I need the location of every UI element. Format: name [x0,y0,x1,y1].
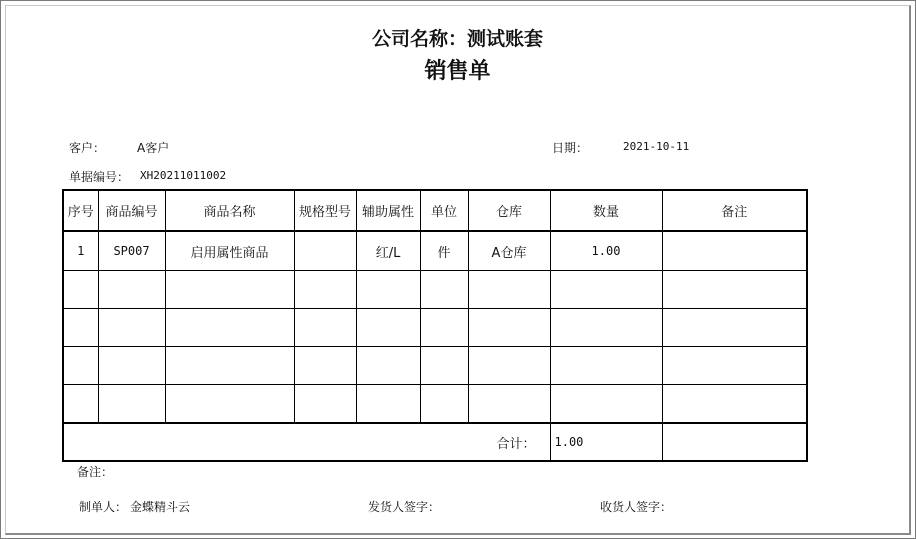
remark-label: 备注： [77,465,114,479]
table-cell [662,347,807,385]
total-value: 1.00 [550,423,662,461]
document-number-value: XH20211011002 [140,169,227,182]
table-cell [294,309,356,347]
table-cell [63,347,98,385]
table-row-empty [63,385,807,424]
table-cell [662,423,807,461]
table-cell [98,271,165,309]
date-value: 2021-10-11 [623,140,690,153]
date-label: 日期： [552,141,589,155]
table-cell [294,231,356,271]
table-header-row [63,190,807,231]
table-cell [63,271,98,309]
table-cell [356,385,420,424]
table-cell: 1.00 [550,231,662,271]
items-table [62,189,808,462]
column-header: 商品名称 [165,190,294,231]
shipper-signature-label: 发货人签字： [368,500,441,514]
table-cell [356,309,420,347]
receiver-signature-label: 收货人签字： [600,500,673,514]
table-cell [468,385,550,424]
column-header: 数量 [550,190,662,231]
table-cell [468,309,550,347]
table-cell [98,347,165,385]
document-page [5,5,911,535]
document-number-label: 单据编号： [69,170,130,184]
table-cell [662,385,807,424]
table-cell [420,385,468,424]
column-header: 仓库 [468,190,550,231]
column-header: 序号 [63,190,98,231]
table-row [63,231,807,271]
company-name: 公司名称：测试账套 [371,28,543,50]
table-cell [294,385,356,424]
table-cell [420,309,468,347]
table-cell [468,347,550,385]
table-cell [165,309,294,347]
table-cell [98,385,165,424]
table-cell [662,231,807,271]
maker-value: 金蝶精斗云 [130,500,191,514]
table-cell [550,309,662,347]
table-cell [420,271,468,309]
table-cell [165,271,294,309]
table-cell [550,385,662,424]
table-cell [165,385,294,424]
table-cell: A仓库 [468,231,550,271]
table-cell: 启用属性商品 [165,231,294,271]
column-header: 单位 [420,190,468,231]
table-cell [468,271,550,309]
table-cell [294,271,356,309]
table-cell [420,347,468,385]
table-row-empty [63,271,807,309]
table-cell: SP007 [98,231,165,271]
table-cell [662,309,807,347]
table-row-empty [63,347,807,385]
table-cell: 件 [420,231,468,271]
maker-label: 制单人： [79,500,128,514]
table-cell [356,347,420,385]
document-title: 销售单 [424,59,491,84]
column-header: 规格型号 [294,190,356,231]
table-cell: 红/L [356,231,420,271]
table-row-empty [63,309,807,347]
table-cell: 1 [63,231,98,271]
column-header: 辅助属性 [356,190,420,231]
table-cell [98,309,165,347]
table-cell [550,271,662,309]
table-cell [550,347,662,385]
table-cell [63,309,98,347]
table-cell [63,385,98,424]
table-total-row [63,423,807,461]
table-cell [294,347,356,385]
column-header: 商品编号 [98,190,165,231]
table-cell [356,271,420,309]
customer-label: 客户： [69,141,106,155]
column-header: 备注 [662,190,807,231]
customer-value: A客户 [137,141,170,155]
total-label: 合计： [63,423,550,461]
table-cell [662,271,807,309]
table-cell [165,347,294,385]
